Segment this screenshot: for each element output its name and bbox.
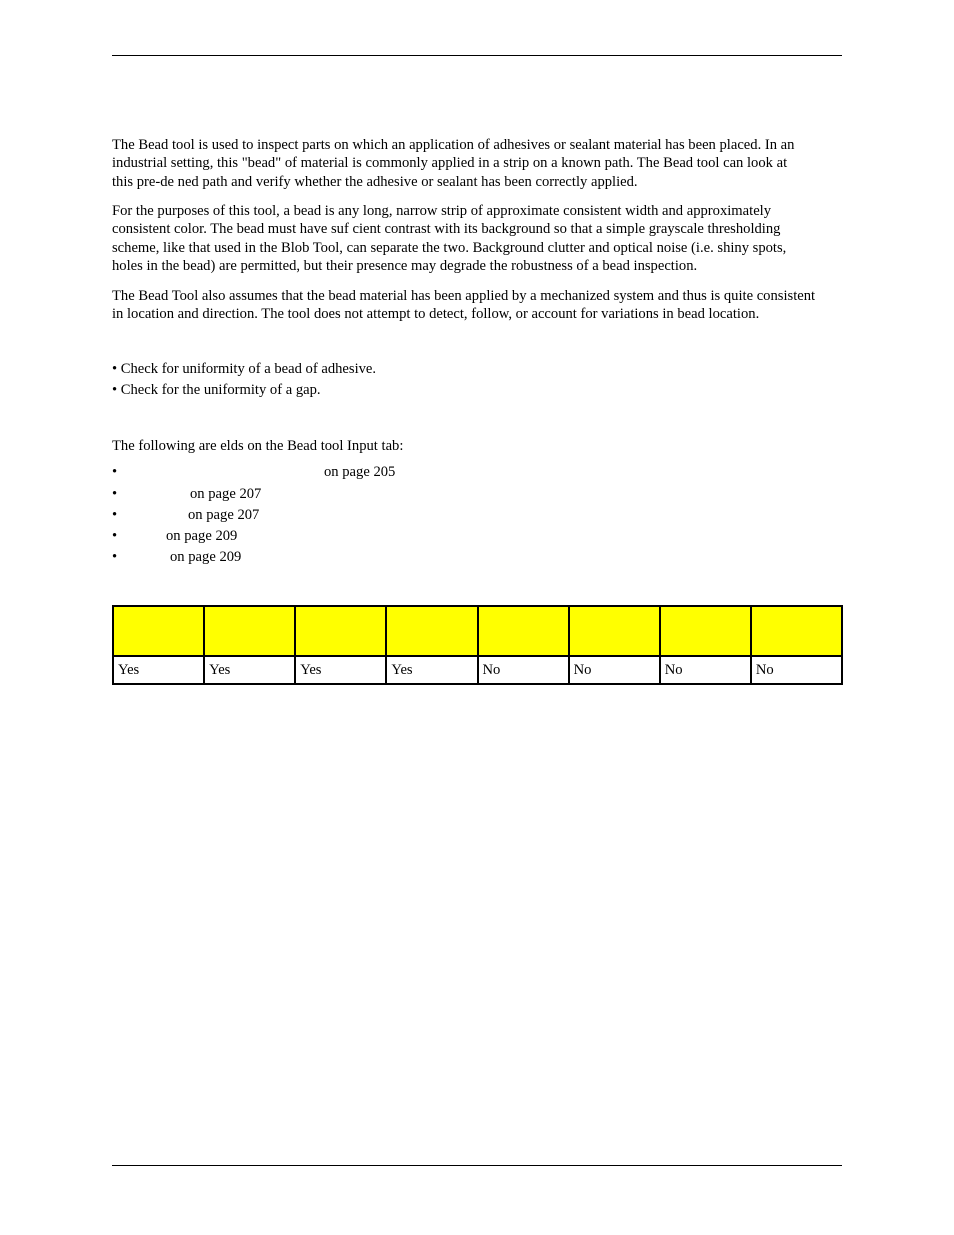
input-fields-intro: The following are elds on the Bead tool Input tab: [112, 438, 404, 454]
page-reference-link[interactable]: on page 209 [166, 528, 238, 544]
bullet-dot: • [112, 486, 118, 502]
list-item-use-adhesive: • Check for uniformity of a bead of adhesive. [112, 361, 377, 377]
text-line: The Bead Tool also assumes that the bead material has been applied by a mechanized system and thus is quite consistent [112, 288, 816, 304]
table-header-cell [386, 606, 477, 656]
table-header-cell [295, 606, 386, 656]
table-cell: No [751, 656, 842, 684]
table-cell: Yes [386, 656, 477, 684]
table-cell: No [478, 656, 569, 684]
text-line: this pre-de ned path and verify whether the adhesive or sealant has been correctly applied. [112, 173, 638, 190]
text-line: industrial setting, this "bead" of material is commonly applied in a strip on a known path. The Bead tool can look at [112, 155, 788, 172]
text-line: For the purposes of this tool, a bead is any long, narrow strip of approximate consistent width and approximately [112, 203, 772, 219]
text-line: The Bead tool is used to inspect parts on which an application of adhesives or sealant material has been placed. In an [112, 137, 795, 153]
table-cell: Yes [295, 656, 386, 684]
bullet-dot: • [112, 528, 118, 544]
page-reference-link[interactable]: on page 207 [188, 507, 260, 523]
header-rule [112, 55, 842, 56]
table-header-cell [569, 606, 660, 656]
text-line: scheme, like that used in the Blob Tool, can separate the two. Background clutter and optical noise (i.e. shiny spots, [112, 239, 787, 256]
page-reference-link[interactable]: on page 207 [190, 486, 262, 502]
page-reference-link[interactable]: on page 205 [324, 464, 396, 480]
text-line: consistent color. The bead must have suf cient contrast with its background so that a simple grayscale thresholding [112, 221, 781, 238]
table-header-cell [478, 606, 569, 656]
table-cell: No [569, 656, 660, 684]
paragraph-bead-definition [112, 202, 860, 276]
paragraph-intro [112, 136, 860, 191]
text-line: in location and direction. The tool does not attempt to detect, follow, or account for variations in bead location. [112, 306, 760, 323]
bullet-dot: • [112, 464, 118, 480]
table-header-cell [204, 606, 295, 656]
table-cell: No [660, 656, 751, 684]
text-line: holes in the bead) are permitted, but their presence may degrade the robustness of a bead inspection. [112, 258, 698, 275]
table-cell: Yes [204, 656, 295, 684]
page-reference-link[interactable]: on page 209 [170, 549, 242, 565]
table-header-cell [660, 606, 751, 656]
bullet-dot: • [112, 507, 118, 523]
table-cell: Yes [113, 656, 204, 684]
table-row [113, 656, 842, 684]
list-item-use-gap: • Check for the uniformity of a gap. [112, 382, 321, 398]
paragraph-assumptions [112, 287, 860, 324]
bullet-dot: • [112, 549, 118, 565]
table-header-row [113, 606, 842, 656]
table-header-cell [751, 606, 842, 656]
table-header-cell [113, 606, 204, 656]
footer-rule [112, 1165, 842, 1166]
support-table [112, 605, 843, 685]
